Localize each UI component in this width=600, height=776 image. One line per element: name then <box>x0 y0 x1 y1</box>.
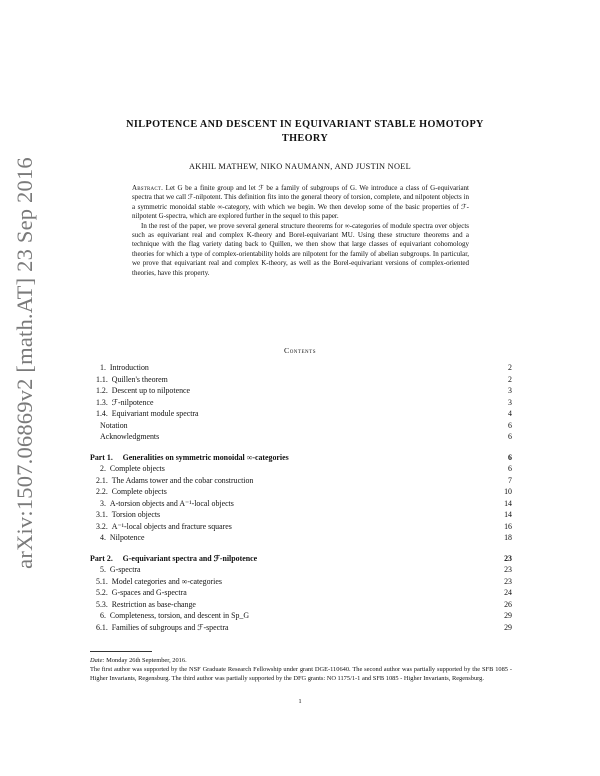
arxiv-identifier: arXiv:1507.06869v2 [math.AT] 23 Sep 2016 <box>12 157 37 569</box>
toc-entry-number: 2.1. <box>96 475 108 485</box>
toc-entry-label <box>96 486 167 498</box>
toc-entry-page: 2 <box>508 363 512 372</box>
title-line-2: THEORY <box>281 133 329 144</box>
toc-entry[interactable] <box>90 420 512 432</box>
toc-entry-number: 5. <box>100 565 106 574</box>
toc-entry-title: Descent up to nilpotence <box>111 386 191 395</box>
toc-entry-page: 23 <box>504 576 512 586</box>
author-list: AKHIL MATHEW, NIKO NAUMANN, AND JUSTIN NOEL <box>189 162 411 171</box>
footnotes <box>90 656 512 684</box>
toc-entry[interactable] <box>90 486 512 498</box>
toc-entry-title: Generalities on symmetric monoidal ∞-categories <box>122 452 289 462</box>
toc-entry[interactable] <box>90 408 512 420</box>
toc-entry-number: 1. <box>100 363 106 372</box>
toc-entry-number: 5.2. <box>96 588 108 597</box>
toc-entry-number: 1.4. <box>96 409 108 418</box>
toc-entry[interactable] <box>90 431 512 443</box>
toc-entry-page: 24 <box>504 588 512 597</box>
toc-entry[interactable] <box>90 564 512 576</box>
toc-entry-number: 6.1. <box>96 622 108 632</box>
toc-entry-label <box>100 610 249 622</box>
toc-entry-title: Acknowledgments <box>100 432 160 441</box>
toc-entry-label <box>100 420 128 432</box>
toc-entry-title: Equivariant module spectra <box>111 409 199 418</box>
toc-entry-title: Nilpotence <box>109 533 145 542</box>
toc-entry-label <box>96 576 222 588</box>
toc-entry-title: Restriction as base-change <box>111 599 196 609</box>
table-of-contents <box>90 362 512 633</box>
toc-entry-page: 6 <box>508 452 512 462</box>
toc-entry-number: 4. <box>100 533 106 542</box>
toc-entry-number: 2.2. <box>96 487 108 496</box>
page-number: 1 <box>298 698 302 705</box>
toc-entry-number: 1.3. <box>96 397 108 407</box>
toc-entry-title: G-spectra <box>109 565 141 574</box>
toc-entry-label <box>96 408 199 420</box>
toc-entry-label <box>90 452 289 464</box>
toc-entry-title: Quillen's theorem <box>111 374 168 384</box>
toc-entry-label <box>96 587 187 599</box>
toc-heading: Contents <box>284 346 316 355</box>
date-value: Monday 26th September, 2016. <box>106 657 187 664</box>
toc-entry-title: A⁻¹-local objects and fracture squares <box>111 521 232 531</box>
footnote-rule <box>90 651 152 652</box>
toc-entry-label <box>100 431 159 443</box>
toc-entry[interactable] <box>90 610 512 622</box>
toc-entry-page: 3 <box>508 386 512 395</box>
toc-entry-number: 3.2. <box>96 521 108 531</box>
toc-entry-title: Introduction <box>109 363 149 372</box>
toc-entry[interactable] <box>90 599 512 611</box>
toc-entry-page: 14 <box>504 510 512 519</box>
toc-entry-title: Complete objects <box>109 464 165 473</box>
toc-entry-label <box>100 564 141 576</box>
toc-part-entry[interactable] <box>90 452 512 464</box>
toc-entry-title: Notation <box>100 420 128 430</box>
toc-entry[interactable] <box>90 576 512 588</box>
toc-entry-label <box>96 622 228 634</box>
title-line-1: NILPOTENCE AND DESCENT IN EQUIVARIANT STABLE HOMOTOPY <box>126 119 484 130</box>
toc-entry-page: 29 <box>504 611 512 620</box>
toc-entry-label <box>96 509 160 521</box>
toc-entry-title: Torsion objects <box>111 510 161 519</box>
toc-entry-number: 5.1. <box>96 576 108 586</box>
arxiv-sidebar-stamp <box>9 157 41 569</box>
toc-entry-title: G-equivariant spectra and ℱ-nilpotence <box>122 553 258 563</box>
toc-entry-page: 3 <box>508 397 512 407</box>
toc-entry-title: ℱ-nilpotence <box>111 397 154 407</box>
toc-entry[interactable] <box>90 587 512 599</box>
toc-entry-number: 3.1. <box>96 510 108 519</box>
toc-entry-page: 18 <box>504 533 512 542</box>
toc-entry[interactable] <box>90 374 512 386</box>
toc-entry-number: 2. <box>100 464 106 473</box>
toc-entry-title: A-torsion objects and A⁻¹-local objects <box>109 498 234 508</box>
toc-entry-label <box>90 553 257 565</box>
toc-entry-label <box>96 475 253 487</box>
toc-entry-label <box>100 532 145 544</box>
toc-entry-title: Completeness, torsion, and descent in Sp_G <box>109 611 250 620</box>
toc-entry-label <box>96 374 168 386</box>
toc-entry-title: Model categories and ∞-categories <box>111 576 222 586</box>
toc-entry[interactable] <box>90 509 512 521</box>
date-label: Date: <box>90 657 105 664</box>
toc-entry-page: 6 <box>508 432 512 441</box>
toc-entry-page: 2 <box>508 374 512 384</box>
abstract-paragraph-1 <box>132 184 469 222</box>
toc-entry-page: 26 <box>504 599 512 609</box>
toc-entry-label <box>100 463 165 475</box>
toc-entry-page: 7 <box>508 475 512 485</box>
toc-entry-number: Part 1. <box>90 452 113 462</box>
abstract-label: Abstract. <box>132 184 164 192</box>
toc-entry[interactable] <box>90 362 512 374</box>
toc-entry-page: 23 <box>504 553 512 563</box>
toc-entry[interactable] <box>90 521 512 533</box>
abstract-paragraph-2: In the rest of the paper, we prove several general structure theorems for ∞-categories of module spectra over objects such as equivariant real and complex K-theory and Borel-equivariant MU. Using these structure theorems and a technique with the flag variety dating back to Quillen, we then show that large classes of equivariant cohomology theories for which a type of complex-orientability holds are nilpotent for the family of abelian subgroups. In particular, we prove that equivariant real and complex K-theory, as well as the Borel-equivariant versions of complex-oriented theories, have this property. <box>132 221 469 277</box>
toc-entry-number: 3. <box>100 498 106 508</box>
toc-entry[interactable] <box>90 532 512 544</box>
toc-entry-label <box>100 362 149 374</box>
toc-entry-page: 10 <box>504 487 512 496</box>
toc-entry-number: 1.2. <box>96 386 108 395</box>
funding-footnote: The first author was supported by the NSF Graduate Research Fellowship under grant DGE-110640. The second author was partially supported by the SFB 1085 - Higher Invariants, Regensburg. The third author was partially supported by the DFG grants: NO 1175/1-1 and SFB 1085 - Higher Invariants, Regensburg. <box>90 666 512 683</box>
toc-entry-page: 29 <box>504 622 512 632</box>
abstract-text-1: Let G be a finite group and let ℱ be a family of subgroups of G. We introduce a class of G-equivariant spectra that we call ℱ-nilpotent. This definition fits into the general theory of torsion, complete, and nilpotent objects in a symmetric monoidal stable ∞-category, with which we begin. We then develop some of the basic properties of ℱ-nilpotent G-spectra, which are explored further in the sequel to this paper. <box>132 184 470 221</box>
toc-entry-title: Families of subgroups and ℱ-spectra <box>111 622 229 632</box>
toc-entry-page: 23 <box>504 565 512 574</box>
toc-entry[interactable] <box>90 463 512 475</box>
toc-entry-page: 6 <box>508 420 512 430</box>
toc-entry-label <box>96 397 154 409</box>
toc-entry-label <box>96 599 196 611</box>
toc-entry[interactable] <box>90 475 512 487</box>
toc-entry-title: The Adams tower and the cobar construction <box>111 475 254 485</box>
toc-entry[interactable] <box>90 498 512 510</box>
toc-entry-title: Complete objects <box>111 487 167 496</box>
toc-entry-page: 16 <box>504 521 512 531</box>
toc-entry-number: 1.1. <box>96 374 108 384</box>
toc-entry-label <box>100 498 234 510</box>
toc-entry-label <box>96 521 232 533</box>
toc-entry-number: 5.3. <box>96 599 108 609</box>
toc-entry[interactable] <box>90 622 512 634</box>
date-footnote <box>90 656 512 665</box>
toc-entry-label <box>96 385 190 397</box>
toc-entry-page: 6 <box>508 464 512 473</box>
toc-entry[interactable] <box>90 397 512 409</box>
toc-entry-title: G-spaces and G-spectra <box>111 588 187 597</box>
toc-entry-page: 4 <box>508 409 512 418</box>
toc-entry-number: Part 2. <box>90 553 113 563</box>
toc-entry[interactable] <box>90 385 512 397</box>
toc-part-entry[interactable] <box>90 553 512 565</box>
paper-title <box>100 118 510 146</box>
abstract <box>132 184 469 278</box>
toc-entry-page: 14 <box>504 498 512 508</box>
toc-entry-number: 6. <box>100 611 106 620</box>
